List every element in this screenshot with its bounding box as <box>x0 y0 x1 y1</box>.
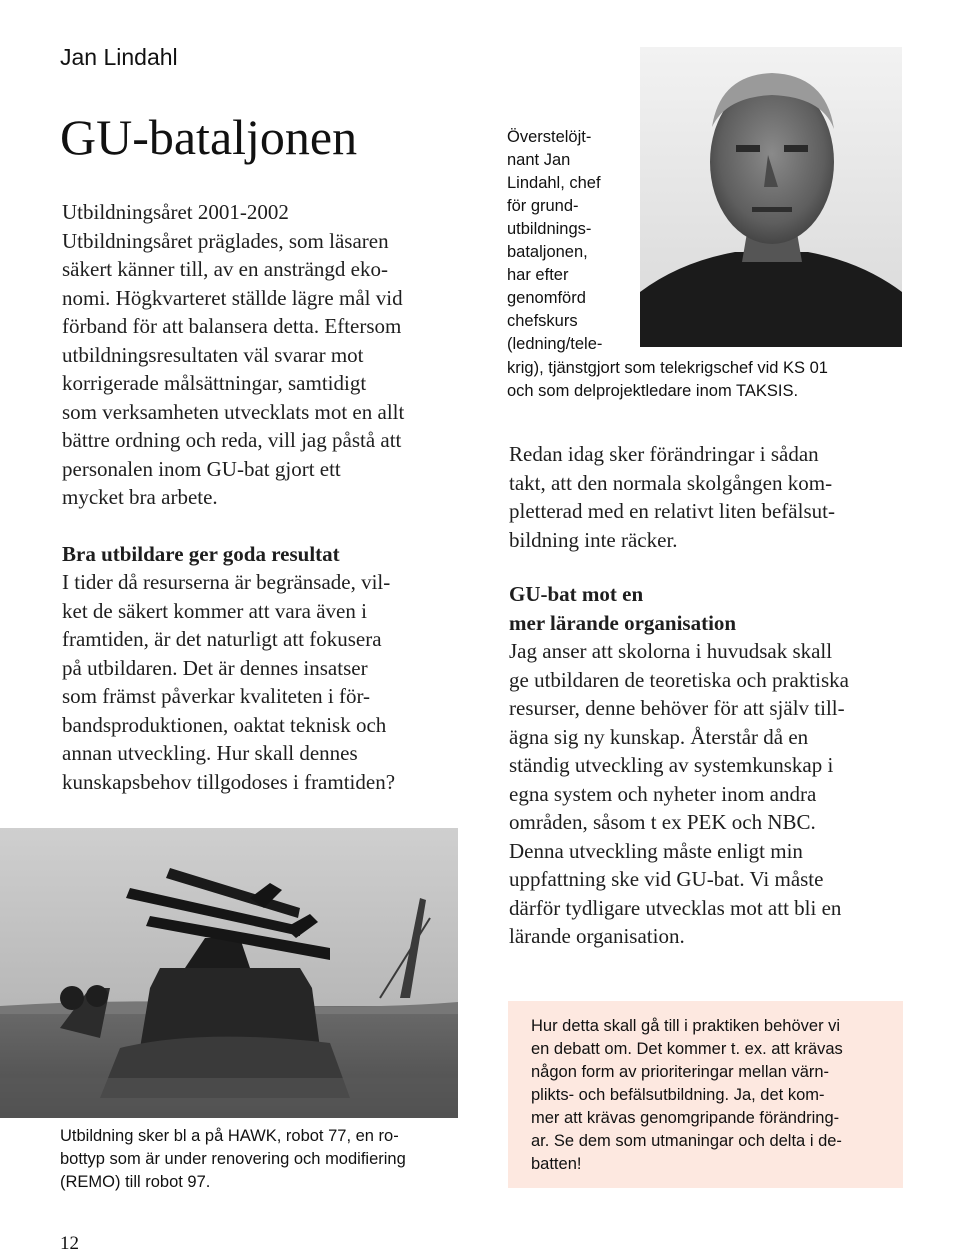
text-line: som främst påverkar kvaliteten i för- <box>62 684 371 708</box>
text-line: (REMO) till robot 97. <box>60 1173 211 1191</box>
text-line: bottyp som är under renovering och modifiering <box>60 1150 406 1168</box>
text-line: pletterad med en relativt liten befälsut- <box>509 499 835 523</box>
text-line: nomi. Högkvarteret ställde lägre mål vid <box>62 285 403 310</box>
text-line: områden, såsom t ex PEK och NBC. <box>509 810 816 834</box>
text-line: chefskurs <box>507 312 578 330</box>
text-line: ständig utveckling av systemkunskap i <box>509 753 834 777</box>
text-line: Utbildningsåret präglades, som läsaren <box>62 228 389 253</box>
hawk-photo-caption <box>60 1125 460 1194</box>
text-line: en debatt om. Det kommer t. ex. att krävas <box>531 1040 843 1058</box>
portrait-caption-continued <box>507 357 887 403</box>
text-line: Redan idag sker förändringar i sådan <box>509 442 819 466</box>
text-line: har efter <box>507 266 569 284</box>
text-line: utbildningsresultaten väl svarar mot <box>62 342 364 367</box>
text-line: egna system och nyheter inom andra <box>509 781 817 806</box>
text-line: på utbildaren. Det är dennes insatser <box>62 655 368 680</box>
text-line: därför tydligare utvecklas mot att bli en <box>509 895 842 920</box>
section-body <box>509 637 909 951</box>
text-line: mycket bra arbete. <box>62 485 218 509</box>
left-column <box>62 198 462 796</box>
section-heading <box>509 580 909 637</box>
text-line: takt, att den normala skolgången kom- <box>509 470 833 495</box>
section-forandringar <box>509 440 909 554</box>
text-line: personalen inom GU-bat gjort ett <box>62 456 341 481</box>
text-line: för grund- <box>507 197 579 215</box>
text-line: bandsproduktionen, oaktat teknisk och <box>62 712 387 737</box>
text-line: ägna sig ny kunskap. Återstår då en <box>509 724 809 749</box>
text-line: batten! <box>531 1155 582 1173</box>
section-bra-utbildare <box>62 540 462 797</box>
text-line: mer att krävas genomgripande förändring- <box>531 1109 840 1127</box>
section-utbildningsaret <box>62 198 462 512</box>
text-line: utbildnings- <box>507 220 592 238</box>
section-body <box>62 227 462 512</box>
text-line: (ledning/tele- <box>507 335 603 353</box>
text-line: plikts- och befälsutbildning. Ja, det kom- <box>531 1086 825 1104</box>
text-line: någon form av prioriteringar mellan värn- <box>531 1063 830 1081</box>
text-line: korrigerade målsättningar, samtidigt <box>62 371 367 395</box>
text-line: ar. Se dem som utmaningar och delta i de- <box>531 1132 842 1150</box>
text-line: annan utveckling. Hur skall dennes <box>62 741 358 765</box>
author-name: Jan Lindahl <box>60 44 178 70</box>
text-line: lärande organisation. <box>509 924 685 948</box>
text-line: bildning inte räcker. <box>509 527 678 552</box>
text-line: förband för att balansera detta. Eftersom <box>62 314 402 338</box>
sidebar-box-text <box>531 1015 886 1176</box>
section-heading: Utbildningsåret 2001-2002 <box>62 200 289 224</box>
section-heading: Bra utbildare ger goda resultat <box>62 541 340 566</box>
text-line: ket de säkert kommer att vara även i <box>62 598 367 623</box>
section-larande-organisation <box>509 580 909 951</box>
text-line: Överstelöjt- <box>507 128 592 146</box>
article-title: GU-bataljonen <box>60 109 358 165</box>
text-line: uppfattning ske vid GU-bat. Vi måste <box>509 867 824 891</box>
text-line: säkert känner till, av en ansträngd eko- <box>62 257 388 281</box>
text-line: Utbildning sker bl a på HAWK, robot 77, en ro- <box>60 1127 399 1145</box>
portrait-caption <box>507 126 635 356</box>
text-line: bataljonen, <box>507 243 588 261</box>
text-line: GU-bat mot en <box>509 582 644 606</box>
text-line: och som delprojektledare inom TAKSIS. <box>507 382 799 400</box>
text-line: genomförd <box>507 289 586 307</box>
text-line: Denna utveckling måste enligt min <box>509 838 803 863</box>
text-line: Lindahl, chef <box>507 174 601 192</box>
text-line: resurser, denne behöver för att själv till- <box>509 696 845 720</box>
hawk-missile-photo <box>0 828 458 1118</box>
text-line: Hur detta skall gå till i praktiken behöver vi <box>531 1017 841 1035</box>
text-line: som verksamheten utvecklats mot en allt <box>62 399 405 424</box>
portrait-photo <box>640 47 902 347</box>
text-line: bättre ordning och reda, vill jag påstå att <box>62 428 402 452</box>
text-line: framtiden, är det naturligt att fokusera <box>62 627 382 651</box>
text-line: nant Jan <box>507 151 571 169</box>
text-line: krig), tjänstgjort som telekrigschef vid KS 01 <box>507 359 828 377</box>
text-line: kunskapsbehov tillgodoses i framtiden? <box>62 769 396 794</box>
text-line: ge utbildaren de teoretiska och praktiska <box>509 667 849 692</box>
right-column <box>509 440 909 951</box>
text-line: I tider då resurserna är begränsade, vil- <box>62 570 391 594</box>
section-body <box>62 568 462 796</box>
page-number: 12 <box>60 1233 79 1254</box>
text-line: mer lärande organisation <box>509 610 737 635</box>
text-line: Jag anser att skolorna i huvudsak skall <box>509 639 833 663</box>
